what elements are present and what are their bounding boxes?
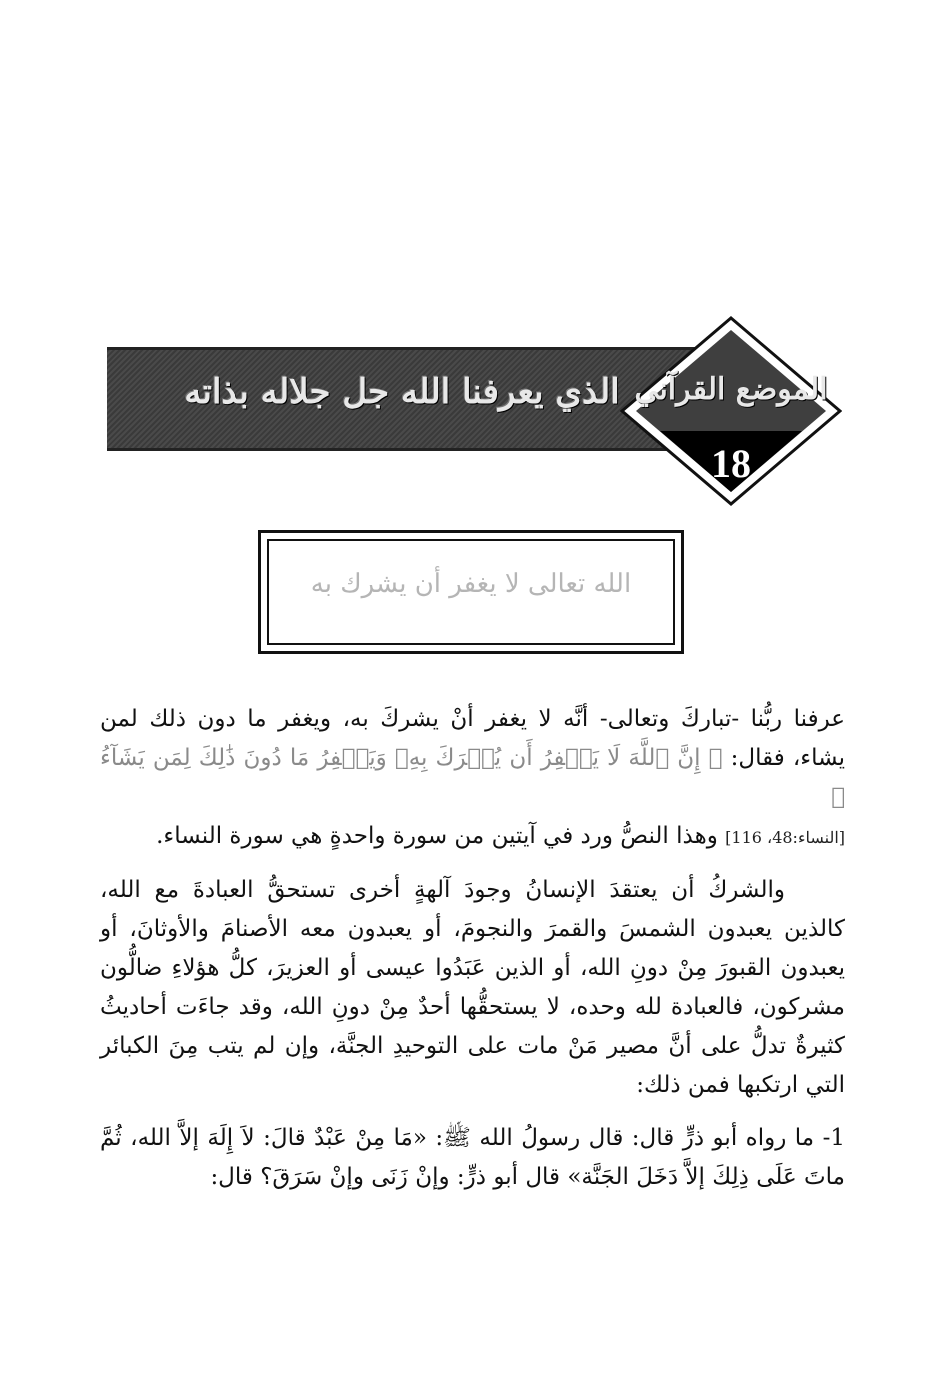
paragraph-3: 1- ما رواه أبو ذرٍّ قال: قال رسولُ الله ﷺ: «مَا مِنْ عَبْدٌ قالَ: لاَ إِلَهَ إلاَّ الله، ثُمَّ ماتَ عَلَى ذِلِكَ إلاَّ دَخَلَ الجَنَّة» قال أبو ذرٍّ: وإنْ زَنَى وإنْ سَرَقَ؟ قال: [100, 1125, 845, 1190]
verse-reference: [النساء:48، 116] [725, 828, 845, 847]
paragraph-2: والشركُ أن يعتقدَ الإنسانُ وجودَ آلهةٍ أخرى تستحقُّ العبادةَ مع الله، كالذين يعبدون الشمسَ والقمرَ والنجومَ، أو يعبدون معه الأصنامَ والأوثانَ، أو يعبدون القبورَ مِنْ دونِ الله، أو الذين عَبَدُوا عيسى أو العزيرَ، كلُّ هؤلاءِ ضالُّون مشركون، فالعبادة لله وحده، لا يستحقُّها أحدٌ مِنْ دونِ الله، وقد جاءَت أحاديثُ كثيرةٌ تدلُّ على أنَّ مصير مَنْ مات على التوحيدِ الجنَّة، وإن لم يتب مِنَ الكبائر التي ارتكبها فمن ذلك: [100, 877, 845, 1098]
badge-label: الموضع القرآني [634, 372, 828, 407]
paragraph-1-text: عرفنا ربُّنا -تباركَ وتعالى- أنَّه لا يغفر أنْ يشركَ به، ويغفر ما دون ذلك لمن يشاء، فقال: [100, 706, 845, 771]
chapter-title-band [107, 347, 697, 451]
paragraph-1 [100, 700, 845, 857]
chapter-badge [620, 316, 842, 506]
subtitle-frame [258, 530, 684, 654]
chapter-title: الذي يعرفنا الله جل جلاله بذاته [184, 372, 620, 412]
body-text [100, 700, 845, 1197]
quran-verse: ﴿ إِنَّ ٱللَّهَ لَا يَغۡفِرُ أَن يُشۡرَكَ بِهِۦ وَيَغۡفِرُ مَا دُونَ ذَٰلِكَ لِمَن يَشَآءُ ﴾ [100, 745, 845, 810]
badge-number: 18 [711, 441, 751, 486]
subtitle-text: الله تعالى لا يغفر أن يشرك به [310, 569, 632, 599]
paragraph-1-tail: وهذا النصُّ ورد في آيتين من سورة واحدةٍ هي سورة النساء. [156, 823, 726, 849]
